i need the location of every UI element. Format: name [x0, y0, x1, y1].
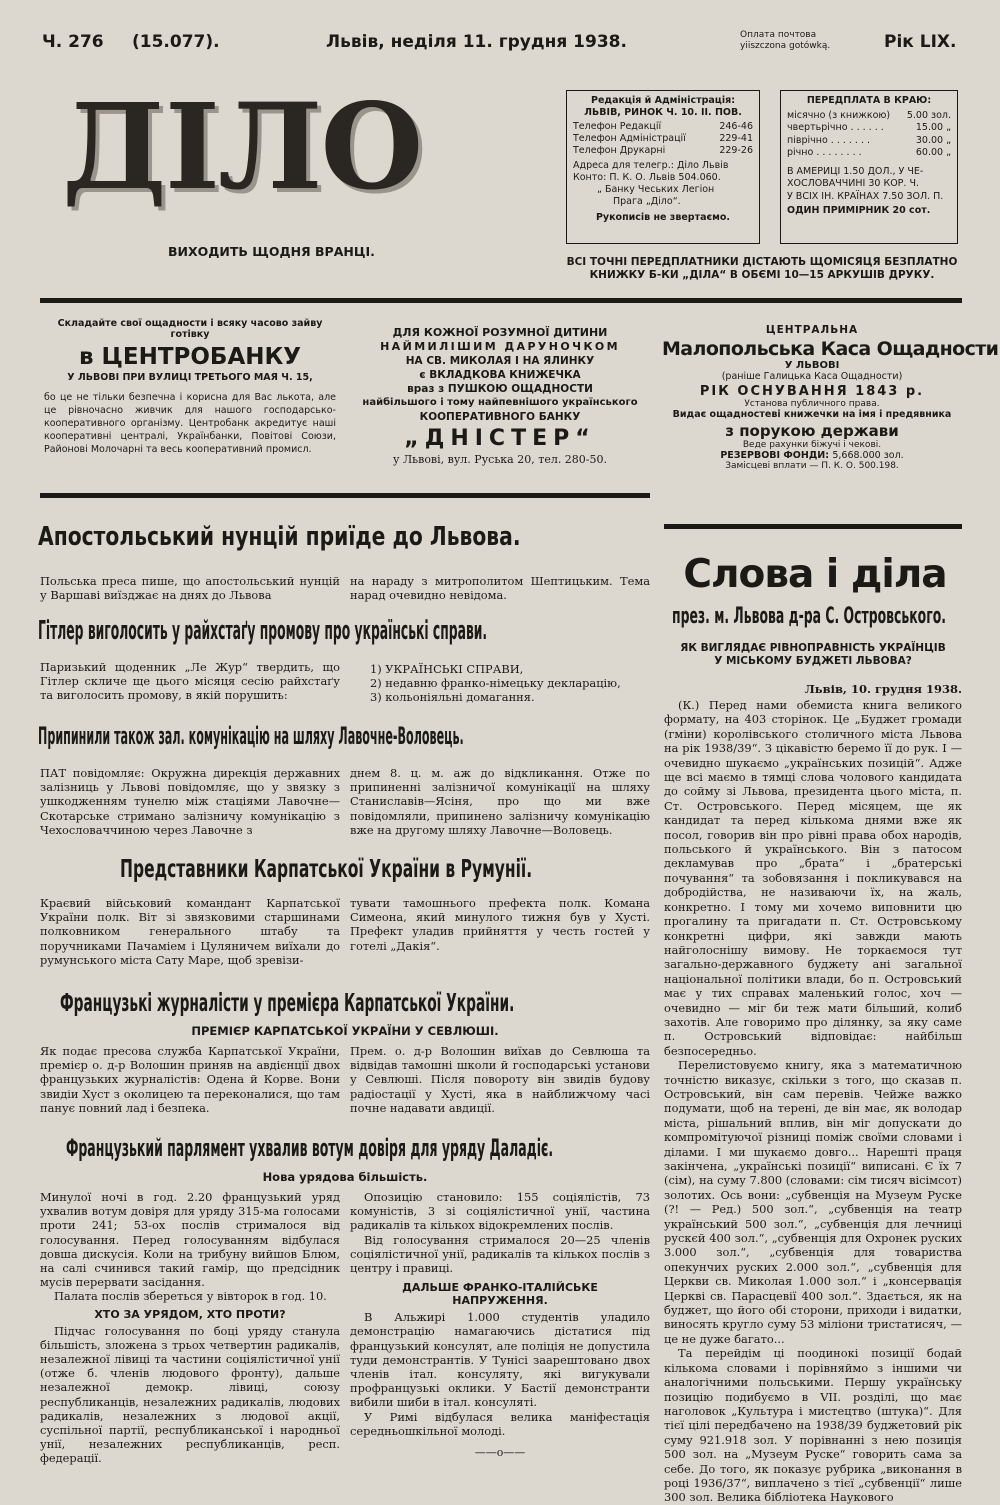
ad-centrobank-name: в ЦЕНТРОБАНКУ	[78, 344, 302, 370]
nuncio-text-right: на нараду з митрополитом Шептицьким. Тема нарад очевидно невідома.	[350, 574, 650, 603]
article-divider: ——о——	[474, 1446, 526, 1460]
abroad-rate: У ВСІХ ІН. КРАЇНАХ 7.50 ЗОЛ. П.	[787, 190, 944, 202]
headline-railway: Припинили також зал. комунікацію на шляху Лавочне-Воловець.	[38, 722, 464, 750]
issue-number: Ч. 276	[42, 32, 104, 52]
headline-words: Слова і діла	[683, 552, 947, 597]
editorial-heading: Редакція й Адміністрація:	[590, 95, 736, 106]
rate-row: піврічно . . . . . . . 30.00 „	[787, 134, 951, 146]
ad-kasa: ЦЕНТРАЛЬНА Малопольська Каса Ощадности У ЛЬВОВІ (раніше Галицька Каса Ощадности) РІК ОСНУВАННЯ 1843 р. Установа публичного права. Видає ощадностеві книжечки на імя і предявника з порукою держави Веде рахунки біжучі і чекові. РЕЗЕРВОВІ ФОНДИ: 5,668.000 зол. Замісцеві вплати — П. К. О. 500.198.	[662, 324, 999, 471]
list-item: 2) недавню франко-німецьку декларацію,	[370, 676, 621, 691]
journalists-subtitle: ПРЕМІЄР КАРПАТСЬКОЇ УКРАЇНИ У СЕВЛЮШІ.	[191, 1024, 499, 1038]
railway-text-right: днем 8. ц. м. аж до відкликання. Отже по припиненні залізничої комунікації на шляху Станиславів—Ясіня, про що ми вже повідомляли, припинено залізничу комунікацію вже на другому шляху Лавочне—Воловець.	[350, 766, 650, 837]
headline-journalists: Французькі журналісти у премієра Карпатської України.	[60, 988, 515, 1017]
date-line: Львів, неділя 11. грудня 1938.	[326, 32, 627, 52]
subscriber-bonus: ВСІ ТОЧНІ ПЕРЕДПЛАТНИКИ ДІСТАЮТЬ ЩОМІСЯЦЯ БЕЗПЛАТНО КНИЖКУ Б-КИ „ДІЛА“ В ОБЄМІ 10—15 АРКУШІВ ДРУКУ.	[566, 256, 958, 281]
subscription-box	[780, 90, 958, 244]
editorial-info-box	[566, 90, 760, 244]
postage-note: Оплата почтова уiiszczona gotówką.	[740, 30, 831, 51]
list-item: 3) кольоніяльні домагання.	[370, 690, 535, 705]
words-body: (К.) Перед нами обемиста книга великого формату, на 403 сторінок. Це „Буджет громади (гміни) королівського столичного міста Львова на рік 1938/39“. З цікавістю беремо її до рук. І — очевидно шукаємо „українських позицій“. Адже ще всі маємо в тямці слова чолового кандидата до сойму зі Львова, президента цього міста, п. Ст. Островського. Перед місяцем, ще як кандидат та перед кількома днями вже як посол, говорив він про рівні права обох народів, польського й українського. Він з патосом декламував про „брата“ і „братерські почування“ та зобовязання і покликувався на добродійства, не називаючи їх, на жаль, конкретно. І тому ми хочемо виповнити цю прогалину та пригадати п. Ст. Островському конкретні цифри, які завжди мають найголоснішу вимову. Не торкаємося тут загально-державного буджету ані загальної національної політики влади, бо п. Островський має у тих справах маленький голос, хоч — очевидно — міг би теж мати більший, колиб захотів. Але говоримо про ділянку, за яку саме п. Островський відповідає: найбільш безпосередньо. Перелистовуємо книгу, яка з математичною точністю виказує, скільки з того, що сказав п. Островський, він сам перевів. Чейже важко подумати, щоб на терені, де він має, як володар міста, рішальний вплив, він міг допускати до компромітуючої різниці поміж своїми словами і ділами. І ми шукаємо довго... Нарешті праця закінчена, „українські позиції“ виписані. Є їх 7 (сім), на суму 7.800 (словами: сім тисяч вісімсот) золотих. Ось вони: „субвенція на Музеум Руске (?! — Ред.) 500 зол.“, „субвенція на театр український 500 зол.“, „субвенція для лечниці рускєй 400 зол.“, „субвенція для Охронек руских 3.000 зол.“, „субвенція для товариства опекунчих руских 2.000 зол.“, „субвенція для Церкви св. Миколая 1.000 зол.“ і „консервація Церкві св. Парасцевії 400 зол.“. Здається, як на буджет, що його обі сторони, приходи і видатки, виносять кругло суму 53 міліони тристатисяч, — це не дуже багато... Та перейдім ці поодинокі позиції бодай кількома словами і порівняймо з іншими чи аналогічними польськими. Першу українську позицію подибуємо в VII. розділі, що має наголовок „Культура і мистецтво (штука)“. Для тієї цілі передбачено на 1938/39 буджетовий рік суму 921.918 зол. У порівнанні з нею позиція 500 зол. на „Музеум Руске“ говорить сама за себе. До того, як показує рубрика „виконання в році 1936/37“, виплачено з тієї „субвенції“ лише 300 зол. Велика бібліотека Наукового	[664, 698, 962, 1505]
parliament-subhead: ХТО ЗА УРЯДОМ, ХТО ПРОТИ?	[94, 1307, 286, 1321]
ad-kasa-name: Малопольська Каса Ощадности	[662, 338, 999, 360]
ad-dnister: ДЛЯ КОЖНОЇ РОЗУМНОЇ ДИТИНИ НАЙМИЛІШИМ ДАРУНОЧКОМ НА СВ. МИКОЛАЯ І НА ЯЛИНКУ є ВКЛАДКОВА КНИЖЕЧКА враз з ПУШКОЮ ОЩАДНОСТИ найбільшого і тому найпевнішого українського КООПЕРАТИВНОГО БАНКУ „ДНІСТЕР“ у Львові, вул. Руська 20, тел. 280-50.	[345, 326, 655, 466]
account-line: Прага „Діло“.	[613, 196, 681, 207]
abroad-rate: ХОСЛОВАЧЧИНІ 30 КОР. Ч.	[787, 178, 919, 189]
list-item: 1) УКРАЇНСЬКІ СПРАВИ,	[370, 662, 524, 676]
phone-row: Телефон Друкарні 229-26	[573, 145, 753, 156]
journalists-text-left: Як подає пресова служба Карпатської України, премієр о. д-р Волошин приняв на авдієнції двох французьких журналістів: Одена й Корве. Вони звидіи Хуст з околицею та переконалися, що там панує повний лад і безпека.	[40, 1044, 340, 1115]
editorial-address: ЛЬВІВ, РИНОК Ч. 10. II. ПОВ.	[584, 107, 742, 118]
account-line: „ Банку Чеських Легіон	[597, 184, 715, 195]
parliament-right-column: Опозицію становило: 155 соціялістів, 73 комуністів, 3 зі соціялістичної унії, частина радикалів та кількох відокремлених послів. Від голосування стрималося 20—25 членів соціялістичної унії, радикалів та кількох послів з центру і правиці. ДАЛЬШЕ ФРАНКО-ІТАЛІЙСЬКЕ НАПРУЖЕННЯ. В Альжирі 1.000 студентів уладило демонстрацію намагаючись дістатися під французький консулят, але поліція не допустила туди демонстрантів. У Тунісі заарештовано двох членів італ. консуляту, які вигукували профранцузькі оклики. У Бастії демонстранти вибили шиби в італ. консуляті. У Римі відбулася велика маніфестація середньошкільної молоді. ——о——	[350, 1190, 650, 1460]
words-subtitle: през. м. Львова д-ра С. Островського.	[672, 604, 946, 629]
railway-text-left: ПАТ повідомляє: Окружна дирекція державних залізниць у Львові повідомляє, що у звязку з ушкодженням тунелю між стаціями Лавочне—Скотарське стримано залізничу комунікацію з Чехословаччиною через Лавочне з	[40, 766, 340, 837]
masthead-tagline: ВИХОДИТЬ ЩОДНЯ ВРАНЦІ.	[168, 244, 375, 259]
parliament-subtitle: Нова урядова більшість.	[262, 1170, 428, 1184]
headline-nuncio: Апостольський нунцій приїде до Львова.	[38, 522, 521, 552]
right-column-rule	[664, 524, 962, 529]
masthead-rule	[40, 298, 962, 303]
subscription-heading: ПЕРЕДПЛАТА В КРАЮ:	[806, 95, 932, 106]
headline-hitler: Гітлер виголосить у райхстаґу промову про українські справи.	[38, 616, 488, 646]
hitler-list	[370, 662, 650, 705]
rate-row: річно . . . . . . . . 60.00 „	[787, 147, 951, 158]
parliament-left-column: Минулої ночі в год. 2.20 французький уряд ухвалив вотум довіря для уряду 315-ма голосами проти 241; 53-ох послів стрималося від голосування. Перед голосуванням відбулася довша дискусія. Коли на трибуну вийшов Блюм, на салі счинився такий гамір, що предсідник мусів перервати засідання. Палата послів збереться у вівторок в год. 10. ХТО ЗА УРЯДОМ, ХТО ПРОТИ? Підчас голосування по боці уряду станула більшість, зложена з трьох четвертин радикалів, незалежної лівиці та частини соціялістичної унії (отже б. членів людового фронту), дальше незалежної демокр. лівиці, союзу республиканців, незалежних радикалів, людових радикалів, незалежних з людової акції, суспільної партії, республиканської і народньої унії, незалежних республиканців, респ. федерації.	[40, 1190, 340, 1466]
ad-dnister-name: „ДНІСТЕР“	[404, 426, 596, 451]
masthead-logo: ДІЛО	[62, 77, 422, 216]
single-copy-price: ОДИН ПРИМІРНИК 20 сот.	[787, 205, 931, 216]
ad-kasa-guarantee: з порукою держави	[725, 422, 899, 440]
parliament-subhead: ДАЛЬШЕ ФРАНКО-ІТАЛІЙСЬКЕ НАПРУЖЕННЯ.	[402, 1281, 598, 1308]
hitler-text: Паризький щоденник „Ле Жур“ твердить, що Гітлер скличе ще цього місяця сесію райхстаґу та виголосить промову, в якій порушить:	[40, 660, 340, 703]
year-volume: Рік LIX.	[884, 32, 957, 52]
romania-text-left: Краєвий військовий командант Карпатської України полк. Віт зі звязковими старшинами полковником генерального штабу та поручниками Пачаміем і Цуляничем виїхали до румунського міста Сату Маре, щоб зревізи-	[40, 896, 340, 967]
manuscripts-note: Рукописів не звертаємо.	[595, 212, 731, 223]
romania-text-right: тувати тамошнього префекта полк. Комана Симеона, який минулого тижня був у Хусті. Префект уладив прийняття у честь гостей у готелі „Дакія“.	[350, 896, 650, 953]
ad-centrobank: Складайте свої ощадности і всяку часово зайву готівку в ЦЕНТРОБАНКУ У ЛЬВОВІ ПРИ ВУЛИЦІ ТРЕТЬОГО МАЯ Ч. 15, бо це не тільки безпечна і корисна для Вас лькота, але це рівночасно живчик для нашого господарсько-кооперативного організму. Центробанк акредитує наші кооперативні централі, Українбанки, Повітові Союзи, Районові Молочарні та весь кооперативний промисл.	[40, 318, 340, 456]
phone-row: Телефон Адміністрації 229-41	[573, 133, 753, 144]
phone-row: Телефон Редакції 246-46	[573, 121, 753, 132]
nuncio-text-left: Польська преса пише, що апостольський нунцій у Варшаві виїзджає на днях до Львова	[40, 574, 340, 603]
words-dateline: Львів, 10. грудня 1938.	[804, 682, 962, 696]
headline-parliament: Французький парлямент ухвалив вотум довіря для уряду Даладіє.	[66, 1134, 554, 1162]
journalists-text-right: Прем. о. д-р Волошин виїхав до Севлюша та відвідав тамошні школи й господарські установи у Севлюші. Після повороту він звидів будову радіостації у Хусті, яка в найближчому часі почне надавати авдиції.	[350, 1044, 650, 1115]
words-question: ЯК ВИГЛЯДАЄ РІВНОПРАВНІСТЬ УКРАЇНЦІВ У МІСЬКОМУ БУДЖЕТІ ЛЬВОВА?	[680, 642, 946, 667]
abroad-rate: В АМЕРИЦІ 1.50 ДОЛ., У ЧЕ-	[787, 165, 924, 177]
ads-rule	[40, 493, 650, 498]
telegraph-address: Адреса для телегр.: Діло Львів	[573, 160, 729, 171]
account-line: Конто: П. К. О. Львів 504.060.	[573, 172, 721, 183]
rate-row: місячно (з книжкою) 5.00 зол.	[787, 109, 951, 121]
serial-number: (15.077).	[132, 32, 220, 52]
headline-romania: Представники Карпатської України в Румунії.	[120, 854, 533, 883]
rate-row: чвертьрічно . . . . . . 15.00 „	[787, 122, 951, 133]
